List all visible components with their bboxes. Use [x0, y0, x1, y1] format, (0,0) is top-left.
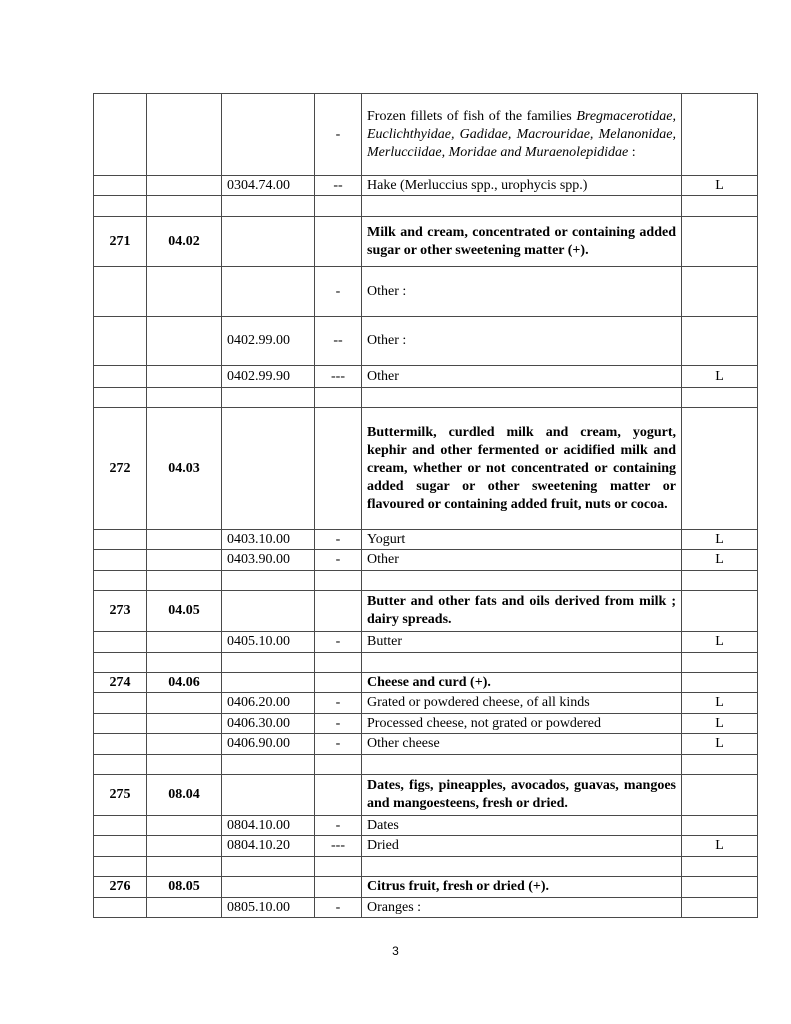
mark-cell: [682, 196, 758, 217]
tariff-code-cell: 0804.10.20: [222, 836, 315, 857]
tariff-code-cell: [222, 775, 315, 816]
level-dash-cell: -: [315, 94, 362, 176]
heading-code-cell: [147, 734, 222, 755]
table-row: [94, 388, 758, 408]
mark-cell: [682, 94, 758, 176]
level-dash-cell: [315, 775, 362, 816]
serial-number-cell: [94, 530, 147, 550]
table-row: [94, 408, 758, 530]
tariff-code-cell: 0805.10.00: [222, 898, 315, 918]
serial-number-cell: [94, 653, 147, 673]
table-row: [94, 94, 758, 176]
heading-code-cell: 04.03: [147, 408, 222, 530]
serial-number-cell: [94, 836, 147, 857]
description-cell: [362, 857, 682, 877]
mark-cell: [682, 267, 758, 317]
level-dash-cell: -: [315, 550, 362, 571]
level-dash-cell: -: [315, 530, 362, 550]
table-row: [94, 267, 758, 317]
description-cell: [362, 388, 682, 408]
level-dash-cell: --: [315, 176, 362, 196]
heading-code-cell: [147, 693, 222, 714]
table-row: [94, 530, 758, 550]
heading-code-cell: 04.02: [147, 217, 222, 267]
description-cell: Other cheese: [362, 734, 682, 755]
mark-cell: [682, 775, 758, 816]
serial-number-cell: 272: [94, 408, 147, 530]
heading-code-cell: [147, 632, 222, 653]
serial-number-cell: [94, 366, 147, 388]
level-dash-cell: -: [315, 693, 362, 714]
heading-code-cell: [147, 571, 222, 591]
table-row: [94, 176, 758, 196]
level-dash-cell: [315, 857, 362, 877]
table-row: [94, 877, 758, 898]
level-dash-cell: [315, 591, 362, 632]
description-cell: Dates, figs, pineapples, avocados, guavas, mangoes and mangoesteens, fresh or dried.: [362, 775, 682, 816]
serial-number-cell: [94, 388, 147, 408]
tariff-code-cell: [222, 196, 315, 217]
tariff-code-cell: [222, 94, 315, 176]
tariff-code-cell: 0403.10.00: [222, 530, 315, 550]
tariff-code-cell: [222, 877, 315, 898]
table-row: [94, 550, 758, 571]
level-dash-cell: [315, 653, 362, 673]
mark-cell: [682, 653, 758, 673]
heading-code-cell: [147, 714, 222, 734]
tariff-code-cell: 0402.99.90: [222, 366, 315, 388]
level-dash-cell: ---: [315, 836, 362, 857]
serial-number-cell: [94, 857, 147, 877]
serial-number-cell: 275: [94, 775, 147, 816]
description-text-part: Frozen fillets of fish of the families: [367, 108, 577, 124]
mark-cell: [682, 755, 758, 775]
table-row: [94, 836, 758, 857]
heading-code-cell: [147, 317, 222, 366]
table-row: [94, 591, 758, 632]
mark-cell: [682, 816, 758, 836]
description-cell: Processed cheese, not grated or powdered: [362, 714, 682, 734]
table-row: [94, 571, 758, 591]
level-dash-cell: [315, 755, 362, 775]
serial-number-cell: [94, 196, 147, 217]
mark-cell: L: [682, 366, 758, 388]
description-cell: Buttermilk, curdled milk and cream, yogurt, kephir and other fermented or acidified milk and cream, whether or not concentrated or containing added sugar or other sweetening matter or flavoured or containing added fruit, nuts or cocoa.: [362, 408, 682, 530]
mark-cell: L: [682, 714, 758, 734]
tariff-code-cell: 0406.90.00: [222, 734, 315, 755]
tariff-code-cell: 0402.99.00: [222, 317, 315, 366]
level-dash-cell: [315, 877, 362, 898]
mark-cell: [682, 857, 758, 877]
serial-number-cell: 276: [94, 877, 147, 898]
tariff-code-cell: [222, 217, 315, 267]
description-cell: Citrus fruit, fresh or dried (+).: [362, 877, 682, 898]
tariff-code-cell: [222, 755, 315, 775]
mark-cell: [682, 571, 758, 591]
heading-code-cell: [147, 530, 222, 550]
heading-code-cell: [147, 898, 222, 918]
description-cell: Other :: [362, 267, 682, 317]
description-cell: Dates: [362, 816, 682, 836]
table-row: [94, 857, 758, 877]
description-cell: Other: [362, 366, 682, 388]
tariff-code-cell: [222, 653, 315, 673]
table-row: [94, 755, 758, 775]
heading-code-cell: 04.06: [147, 673, 222, 693]
heading-code-cell: 08.04: [147, 775, 222, 816]
level-dash-cell: ---: [315, 366, 362, 388]
serial-number-cell: [94, 734, 147, 755]
mark-cell: [682, 898, 758, 918]
table-row: [94, 196, 758, 217]
mark-cell: [682, 317, 758, 366]
table-row: [94, 632, 758, 653]
serial-number-cell: [94, 550, 147, 571]
serial-number-cell: [94, 94, 147, 176]
table-row: [94, 714, 758, 734]
serial-number-cell: [94, 693, 147, 714]
serial-number-cell: [94, 571, 147, 591]
heading-code-cell: [147, 388, 222, 408]
tariff-code-cell: [222, 857, 315, 877]
description-cell: [362, 196, 682, 217]
level-dash-cell: [315, 217, 362, 267]
level-dash-cell: -: [315, 714, 362, 734]
table-row: [94, 734, 758, 755]
heading-code-cell: [147, 755, 222, 775]
description-cell: [362, 94, 682, 176]
table-row: [94, 366, 758, 388]
description-text-part: :: [628, 144, 636, 160]
heading-code-cell: [147, 267, 222, 317]
table-row: [94, 816, 758, 836]
description-cell: Cheese and curd (+).: [362, 673, 682, 693]
heading-code-cell: [147, 366, 222, 388]
heading-code-cell: [147, 836, 222, 857]
mark-cell: [682, 877, 758, 898]
mark-cell: L: [682, 836, 758, 857]
heading-code-cell: [147, 176, 222, 196]
serial-number-cell: [94, 755, 147, 775]
table-row: [94, 673, 758, 693]
tariff-code-cell: 0403.90.00: [222, 550, 315, 571]
serial-number-cell: [94, 898, 147, 918]
level-dash-cell: [315, 571, 362, 591]
description-cell: Milk and cream, concentrated or containing added sugar or other sweetening matter (+).: [362, 217, 682, 267]
level-dash-cell: [315, 673, 362, 693]
heading-code-cell: [147, 550, 222, 571]
tariff-code-cell: 0804.10.00: [222, 816, 315, 836]
level-dash-cell: --: [315, 317, 362, 366]
serial-number-cell: [94, 176, 147, 196]
table-row: [94, 653, 758, 673]
tariff-code-cell: 0406.30.00: [222, 714, 315, 734]
serial-number-cell: [94, 317, 147, 366]
description-cell: Butter: [362, 632, 682, 653]
table-row: [94, 217, 758, 267]
level-dash-cell: -: [315, 267, 362, 317]
tariff-code-cell: [222, 408, 315, 530]
heading-code-cell: [147, 94, 222, 176]
mark-cell: L: [682, 530, 758, 550]
tariff-code-cell: 0405.10.00: [222, 632, 315, 653]
mark-cell: L: [682, 693, 758, 714]
table-row: [94, 317, 758, 366]
description-cell: Dried: [362, 836, 682, 857]
serial-number-cell: 273: [94, 591, 147, 632]
level-dash-cell: -: [315, 632, 362, 653]
mark-cell: [682, 217, 758, 267]
description-cell: Grated or powdered cheese, of all kinds: [362, 693, 682, 714]
serial-number-cell: 274: [94, 673, 147, 693]
description-cell: Other: [362, 550, 682, 571]
tariff-code-cell: 0406.20.00: [222, 693, 315, 714]
heading-code-cell: 08.05: [147, 877, 222, 898]
mark-cell: [682, 408, 758, 530]
mark-cell: [682, 591, 758, 632]
description-cell: Yogurt: [362, 530, 682, 550]
tariff-code-cell: [222, 673, 315, 693]
level-dash-cell: [315, 408, 362, 530]
level-dash-cell: [315, 388, 362, 408]
description-cell: Other :: [362, 317, 682, 366]
tariff-code-cell: [222, 571, 315, 591]
mark-cell: L: [682, 632, 758, 653]
table-row: [94, 898, 758, 918]
mark-cell: L: [682, 734, 758, 755]
serial-number-cell: [94, 632, 147, 653]
description-text-part: Bregmacerotidae, Euclichthyidae, Gadidae, Macrouridae, Melanonidae, Merlucciidae, Moridae and Muraenolepididae: [367, 108, 676, 160]
table-row: [94, 693, 758, 714]
mark-cell: L: [682, 176, 758, 196]
tariff-table-body: [94, 94, 758, 918]
tariff-code-cell: 0304.74.00: [222, 176, 315, 196]
description-cell: [362, 571, 682, 591]
description-cell: Oranges :: [362, 898, 682, 918]
level-dash-cell: -: [315, 816, 362, 836]
description-cell: [362, 755, 682, 775]
level-dash-cell: [315, 196, 362, 217]
description-cell: Butter and other fats and oils derived from milk ; dairy spreads.: [362, 591, 682, 632]
serial-number-cell: [94, 816, 147, 836]
mark-cell: L: [682, 550, 758, 571]
heading-code-cell: [147, 653, 222, 673]
tariff-code-cell: [222, 267, 315, 317]
heading-code-cell: [147, 196, 222, 217]
description-cell: [362, 653, 682, 673]
heading-code-cell: [147, 816, 222, 836]
description-cell: Hake (Merluccius spp., urophycis spp.): [362, 176, 682, 196]
page-number: 3: [392, 944, 399, 958]
tariff-table: [93, 93, 758, 918]
serial-number-cell: 271: [94, 217, 147, 267]
serial-number-cell: [94, 714, 147, 734]
table-row: [94, 775, 758, 816]
tariff-code-cell: [222, 591, 315, 632]
level-dash-cell: -: [315, 898, 362, 918]
heading-code-cell: [147, 857, 222, 877]
level-dash-cell: -: [315, 734, 362, 755]
heading-code-cell: 04.05: [147, 591, 222, 632]
serial-number-cell: [94, 267, 147, 317]
tariff-code-cell: [222, 388, 315, 408]
mark-cell: [682, 388, 758, 408]
mark-cell: [682, 673, 758, 693]
